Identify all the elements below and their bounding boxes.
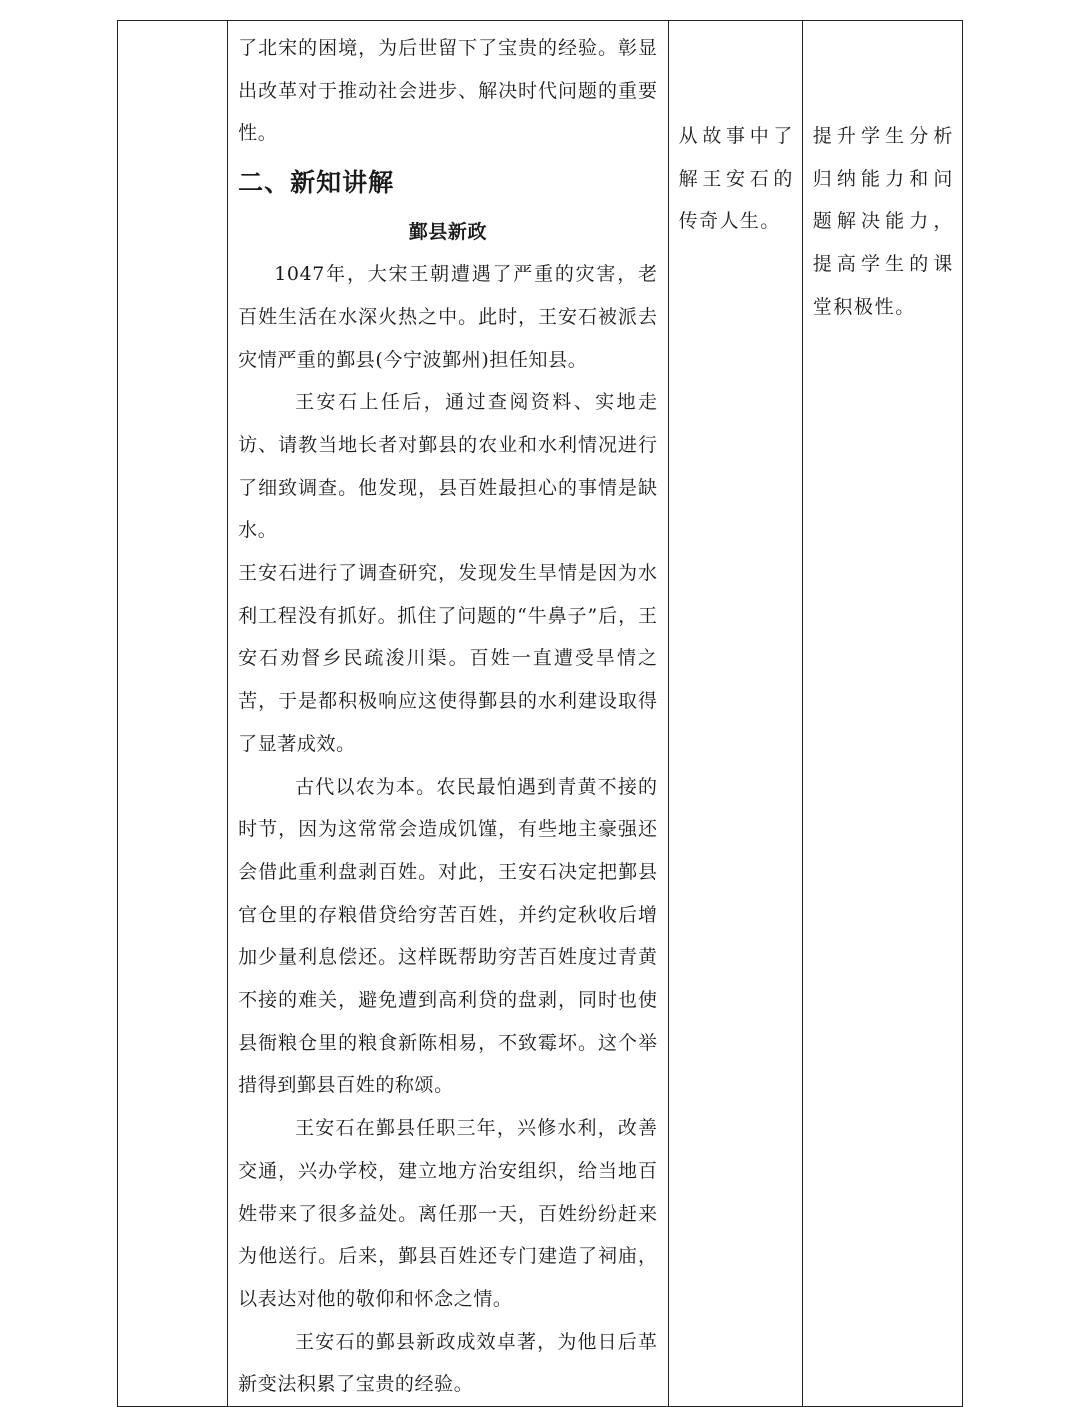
teaching-content [228,21,668,1406]
design-intent-text: 提升学生分析归纳能力和问题解决能力，提高学生的课堂积极性。 [812,125,954,318]
design-intent-cell [802,21,962,1407]
story-paragraph-2: 王安石上任后，通过查阅资料、实地走访、请教当地长者对鄞县的农业和水利情况进行了细致调查。他发现，县百姓最担心的事情是缺水。 [238,391,658,542]
lesson-plan-table [117,20,963,1407]
story-paragraph-1: 1047年，大宋王朝遭遇了严重的灾害，老百姓生活在水深火热之中。此时，王安石被派去灾情严重的鄞县(今宁波鄞州)担任知县。 [238,263,658,371]
story-paragraph-4: 古代以农为本。农民最怕遇到青黄不接的时节，因为这常常会造成饥馑，有些地主豪强还会借此重利盘剥百姓。对此，王安石决定把鄞县官仓里的存粮借贷给穷苦百姓，并约定秋收后增加少量利息偿还。这样既帮助穷苦百姓度过青黄不接的难关，避免遭到高利贷的盘剥，同时也使县衙粮仓里的粮食新陈相易，不致霉坏。这个举措得到鄞县百姓的称颂。 [238,775,658,1097]
teaching-content-cell [228,21,669,1407]
section-heading: 二、新知讲解 [238,168,395,198]
student-activity-text: 从故事中了解王安石的传奇人生。 [678,125,794,233]
story-paragraph-6: 王安石的鄞县新政成效卓著，为他日后革新变法积累了宝贵的经验。 [238,1330,658,1396]
story-title: 鄞县新政 [408,221,488,244]
story-paragraph-3: 王安石进行了调查研究，发现发生旱情是因为水利工程没有抓好。抓住了问题的“牛鼻子”后，王安石劝督乡民疏浚川渠。百姓一直遭受旱情之苦，于是都积极响应这使得鄞县的水利建设取得了显著成效。 [238,562,658,755]
story-paragraph-5: 王安石在鄞县任职三年，兴修水利，改善交通，兴办学校，建立地方治安组织，给当地百姓带来了很多益处。离任那一天，百姓纷纷赶来为他送行。后来，鄞县百姓还专门建造了祠庙，以表达对他的敬仰和怀念之情。 [238,1117,658,1310]
student-activity-cell [668,21,802,1407]
empty-label-cell [118,21,228,1407]
table-row [118,21,963,1407]
intro-paragraph: 了北宋的困境，为后世留下了宝贵的经验。彰显出改革对于推动社会进步、解决时代问题的重要性。 [238,37,658,145]
